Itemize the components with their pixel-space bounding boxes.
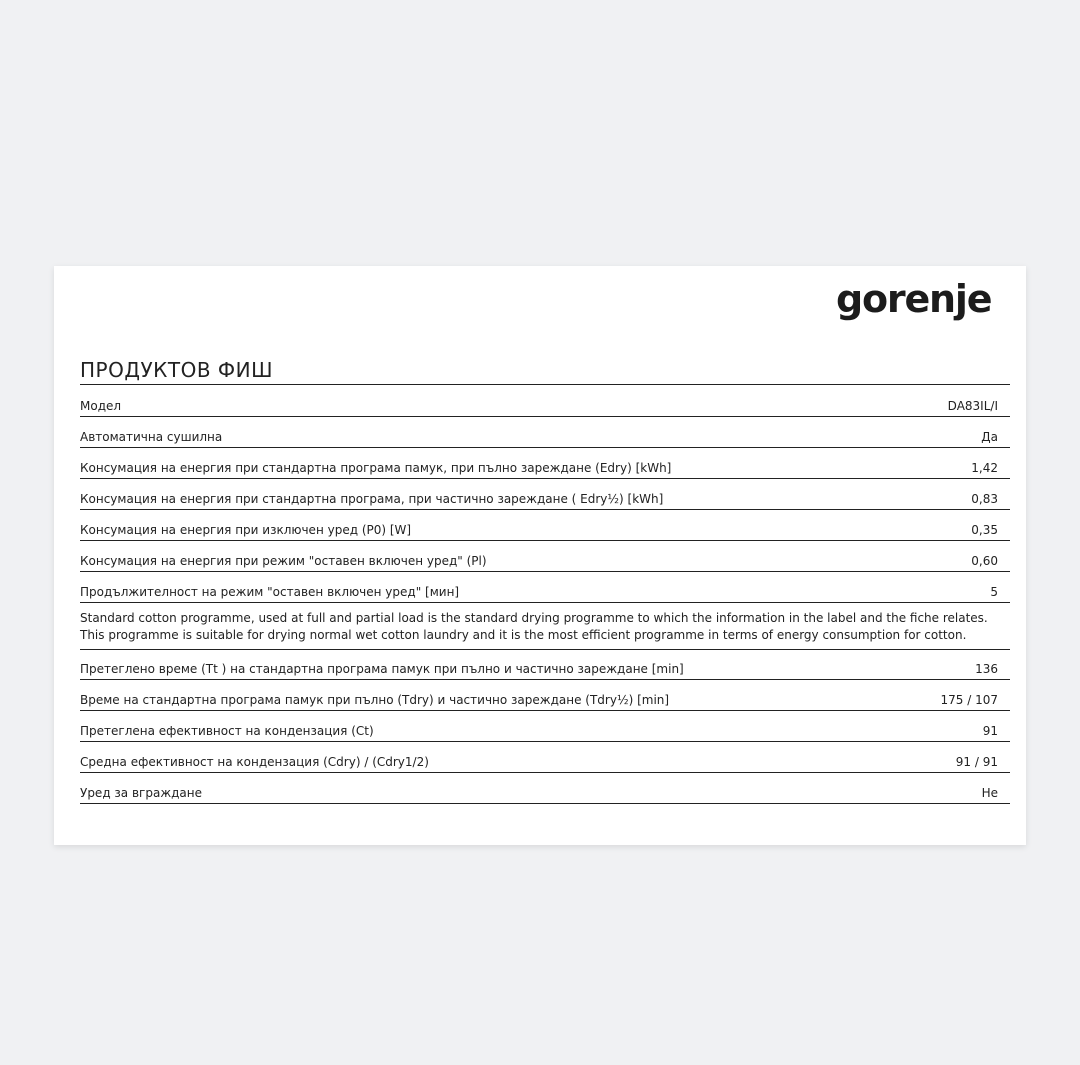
row-value: Не	[981, 786, 998, 800]
row-label: Претеглена ефективност на кондензация (Ct)	[80, 724, 374, 738]
row-value: 1,42	[971, 461, 998, 475]
table-row-weighted-condensation	[80, 711, 1010, 742]
row-label: Средна ефективност на кондензация (Cdry) / (Cdry1/2)	[80, 755, 429, 769]
row-label: Консумация на енергия при изключен уред (P0) [W]	[80, 523, 412, 537]
row-value: 136	[975, 662, 998, 676]
row-label: Консумация на енергия при стандартна програма памук, при пълно зареждане (Edry) [kWh]	[80, 461, 672, 475]
table-row-average-condensation	[80, 742, 1010, 773]
table-row-left-on-duration	[80, 572, 1010, 603]
row-value: 91 / 91	[955, 755, 998, 769]
note-line: Standard cotton programme, used at full and partial load is the standard drying programme to which the information in the label and the fiche relates.	[80, 611, 988, 625]
row-value: Да	[981, 430, 998, 444]
row-label: Уред за вграждане	[80, 786, 203, 800]
table-row-weighted-time	[80, 649, 1010, 680]
row-value: 0,83	[971, 492, 998, 506]
product-fiche-card	[54, 266, 1026, 845]
table-row-automatic-dryer	[80, 417, 1010, 448]
row-value: 0,35	[971, 523, 998, 537]
row-value: 175 / 107	[940, 693, 998, 707]
row-label: Продължителност на режим "оставен включен уред" [мин]	[80, 585, 460, 599]
row-value: 0,60	[971, 554, 998, 568]
row-label: Консумация на енергия при режим "оставен включен уред" (Pl)	[80, 554, 487, 568]
standard-programme-note	[80, 603, 1010, 649]
fiche-table	[80, 386, 1010, 804]
table-row-built-in	[80, 773, 1010, 804]
table-row-energy-full-load	[80, 448, 1010, 479]
row-label: Време на стандартна програма памук при пълно (Tdry) и частично зареждане (Tdry½) [min]	[80, 693, 670, 707]
row-label: Претеглено време (Tt ) на стандартна програма памук при пълно и частично зареждане [min]	[80, 662, 684, 676]
table-row-left-on-power	[80, 541, 1010, 572]
table-row-programme-time	[80, 680, 1010, 711]
page-title: ПРОДУКТОВ ФИШ	[80, 356, 1010, 385]
table-row-off-mode-power	[80, 510, 1010, 541]
row-value: 91	[982, 724, 998, 738]
table-row-model	[80, 386, 1010, 417]
gorenje-logo: gorenje	[836, 277, 992, 321]
table-row-energy-partial-load	[80, 479, 1010, 510]
row-label: Автоматична сушилна	[80, 430, 223, 444]
row-label: Консумация на енергия при стандартна програма, при частично зареждане ( Edry½) [kWh]	[80, 492, 664, 506]
note-line: This programme is suitable for drying normal wet cotton laundry and it is the most efficient programme in terms of energy consumption for cotton.	[80, 628, 967, 642]
row-value: 5	[990, 585, 998, 599]
row-label: Модел	[80, 399, 122, 413]
row-value: DA83IL/I	[947, 399, 998, 413]
